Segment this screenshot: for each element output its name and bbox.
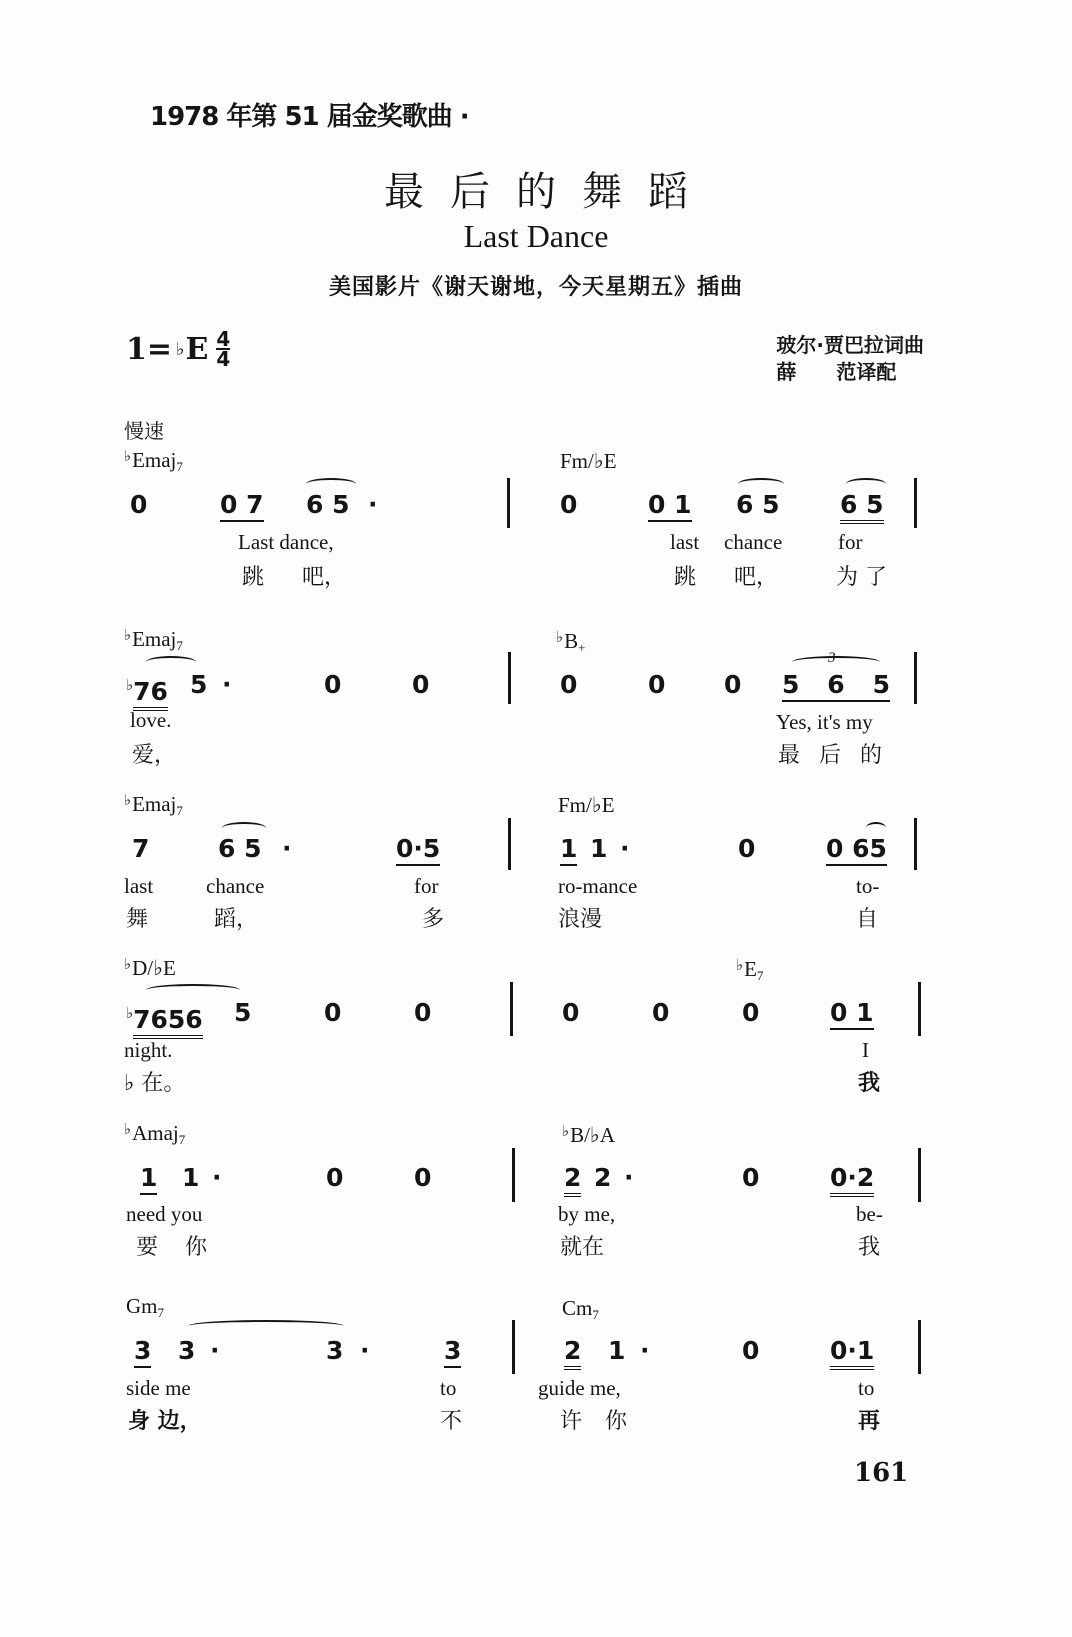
lyrics-chinese: 为 了 <box>836 565 887 590</box>
lyrics-chinese: 最 后 的 <box>778 743 888 768</box>
song-title-english: Last Dance <box>463 218 609 254</box>
barline <box>914 818 917 870</box>
note: 3 <box>178 1336 196 1365</box>
key-note: E <box>185 331 209 367</box>
lyrics-english: be- <box>856 1202 883 1226</box>
note: 0 <box>742 998 760 1027</box>
lyrics-english: by me, <box>558 1202 616 1226</box>
note: 1 <box>590 834 608 863</box>
barline <box>918 982 921 1036</box>
note-group: 0·1 <box>830 1336 874 1366</box>
slur <box>846 478 886 490</box>
note: 3 <box>326 1336 344 1365</box>
lyrics-english: need you <box>126 1202 203 1226</box>
chord-symbol: ♭Amaj$_7$ <box>124 1121 186 1147</box>
note: 0 <box>324 998 342 1027</box>
song-title-chinese: 最后的舞蹈 <box>384 169 714 215</box>
note: 3 <box>134 1336 151 1366</box>
note: 5 <box>190 670 208 699</box>
note: 0 <box>560 670 578 699</box>
lyrics-chinese: 自 <box>856 907 879 932</box>
note-group: 0·5 <box>396 834 440 864</box>
lyrics-chinese: 浪漫 <box>558 907 603 932</box>
lyrics-chinese: 多 <box>422 907 445 932</box>
lyrics-english: chance <box>724 530 783 554</box>
lyrics-chinese: 再 <box>858 1409 881 1434</box>
lyrics-chinese: 跳 <box>674 565 697 590</box>
note: 0 <box>326 1163 344 1192</box>
note: 0 <box>324 670 342 699</box>
barline <box>918 1148 921 1202</box>
note: 7 <box>132 834 150 863</box>
lyrics-chinese: 不 <box>440 1409 463 1434</box>
key-prefix: 1= <box>126 331 173 367</box>
slur <box>866 822 886 834</box>
chord-symbol: $Cm_7$ <box>562 1296 599 1322</box>
dot: · <box>620 834 630 863</box>
dot: · <box>282 834 292 863</box>
triplet-slur <box>792 656 880 668</box>
note: 2 <box>594 1163 612 1192</box>
note: 0 <box>414 1163 432 1192</box>
chord-symbol: Fm/♭E <box>558 793 615 817</box>
note: 1 <box>608 1336 626 1365</box>
lyrics-chinese: 许 你 <box>560 1409 635 1434</box>
flat-icon: ♭ <box>176 338 185 360</box>
dot: · <box>624 1163 634 1192</box>
barline <box>508 818 511 870</box>
chord-symbol: $^♭E_7$ <box>736 957 764 983</box>
credits <box>776 332 924 386</box>
barline <box>507 478 510 528</box>
dot: · <box>368 490 378 519</box>
lyrics-english: love. <box>130 708 172 732</box>
note: 0 <box>130 490 148 519</box>
note-group: ♭76 <box>126 670 168 707</box>
note-group: 0·2 <box>830 1163 874 1193</box>
lyrics-chinese: 舞 <box>126 907 149 932</box>
note: 0 <box>560 490 578 519</box>
dot: · <box>360 1336 370 1365</box>
chord-symbol: ♭Emaj$_7$ <box>124 792 183 818</box>
note-group: 0 1 <box>830 998 874 1028</box>
lyrics-chinese: 我 <box>858 1071 881 1096</box>
slur <box>306 478 356 490</box>
note: 1 <box>140 1163 157 1193</box>
lyrics-english: Yes, it's my <box>776 710 873 734</box>
tie <box>188 1320 344 1332</box>
chord-symbol: ♭D/♭E <box>124 956 176 980</box>
chord-symbol: $^♭B_+$ <box>556 629 586 655</box>
lyrics-chinese: 吧， <box>302 565 347 590</box>
lyrics-english: to- <box>856 874 880 898</box>
note: 2 <box>564 1163 581 1193</box>
barline <box>918 1320 921 1374</box>
lyrics-english: for <box>838 530 863 554</box>
lyrics-english: to <box>440 1376 457 1400</box>
lyrics-english: for <box>414 874 439 898</box>
note: 0 <box>742 1336 760 1365</box>
lyrics-english: to <box>858 1376 875 1400</box>
note: 0 <box>652 998 670 1027</box>
barline <box>914 652 917 704</box>
chord-symbol: ♭B/♭A <box>562 1123 615 1147</box>
lyrics-chinese: 我 <box>858 1235 881 1260</box>
triplet-mark: 3 <box>828 650 836 666</box>
lyrics-chinese: 跳 <box>242 565 265 590</box>
note-group: 6 5 <box>306 490 350 519</box>
note: 5 <box>234 998 252 1027</box>
note-group: 0 65 <box>826 834 887 864</box>
slur <box>146 656 196 668</box>
note: 0 <box>724 670 742 699</box>
lyrics-english: ro-mance <box>558 874 638 898</box>
note-group: 6 5 <box>736 490 780 519</box>
lyrics-chinese: 要 你 <box>136 1235 217 1260</box>
lyrics-english: Last dance, <box>238 530 334 554</box>
dot: · <box>212 1163 222 1192</box>
key-signature <box>126 327 231 371</box>
time-signature: $\frac{4}{4}$ <box>216 327 231 371</box>
barline <box>914 478 917 528</box>
chord-symbol: ♭Emaj$_7$ <box>124 448 183 474</box>
slur <box>738 478 784 490</box>
lyrics-chinese: 吧， <box>734 565 779 590</box>
composer-credit: 玻尔·贾巴拉词曲 <box>776 333 924 357</box>
note: 0 <box>738 834 756 863</box>
dot: · <box>640 1336 650 1365</box>
dot: · <box>222 670 232 699</box>
note: 3 <box>444 1336 461 1366</box>
note: 1 <box>560 834 577 864</box>
note-group: 6 5 <box>840 490 884 520</box>
barline <box>512 1320 515 1374</box>
note: 0 <box>412 670 430 699</box>
chord-symbol: $Gm_7$ <box>126 1294 164 1320</box>
note: 0 <box>648 670 666 699</box>
note: 0 <box>562 998 580 1027</box>
series-label: 1978 年第 51 届金奖歌曲 · <box>150 102 469 132</box>
note-group: 0 7 <box>220 490 264 520</box>
barline <box>512 1148 515 1202</box>
lyrics-english: side me <box>126 1376 191 1400</box>
film-subtitle: 美国影片《谢天谢地，今天星期五》插曲 <box>328 275 743 300</box>
slur <box>222 822 266 834</box>
dot: · <box>210 1336 220 1365</box>
note: 1 <box>182 1163 200 1192</box>
lyrics-english: last <box>124 874 154 898</box>
tempo-marking: 慢速 <box>124 419 164 443</box>
chord-symbol: ♭Emaj$_7$ <box>124 627 183 653</box>
lyrics-english: I <box>862 1038 869 1062</box>
lyrics-english: guide me, <box>538 1376 621 1400</box>
lyrics-chinese: ♭ 在。 <box>124 1071 186 1096</box>
note: 0 <box>414 998 432 1027</box>
note: 0 <box>742 1163 760 1192</box>
lyrics-english: last <box>670 530 700 554</box>
lyrics-chinese: 就在 <box>560 1235 605 1260</box>
translator-credit: 薛 范译配 <box>776 360 897 384</box>
lyrics-chinese: 蹈， <box>214 907 259 932</box>
lyrics-english: night. <box>124 1038 173 1062</box>
lyrics-chinese: 身 边， <box>128 1409 202 1434</box>
barline <box>508 652 511 704</box>
chord-symbol: Fm/♭E <box>560 449 617 473</box>
barline <box>510 982 513 1036</box>
note-group: 0 1 <box>648 490 692 520</box>
note-group: ♭7656 <box>126 998 203 1035</box>
lyrics-english: chance <box>206 874 265 898</box>
note: 2 <box>564 1336 581 1366</box>
slur <box>146 984 240 996</box>
page-number: 161 <box>854 1458 909 1488</box>
lyrics-chinese: 爱， <box>132 743 177 768</box>
note-group: 5 6 5 <box>782 670 890 702</box>
note-group: 6 5 <box>218 834 262 863</box>
